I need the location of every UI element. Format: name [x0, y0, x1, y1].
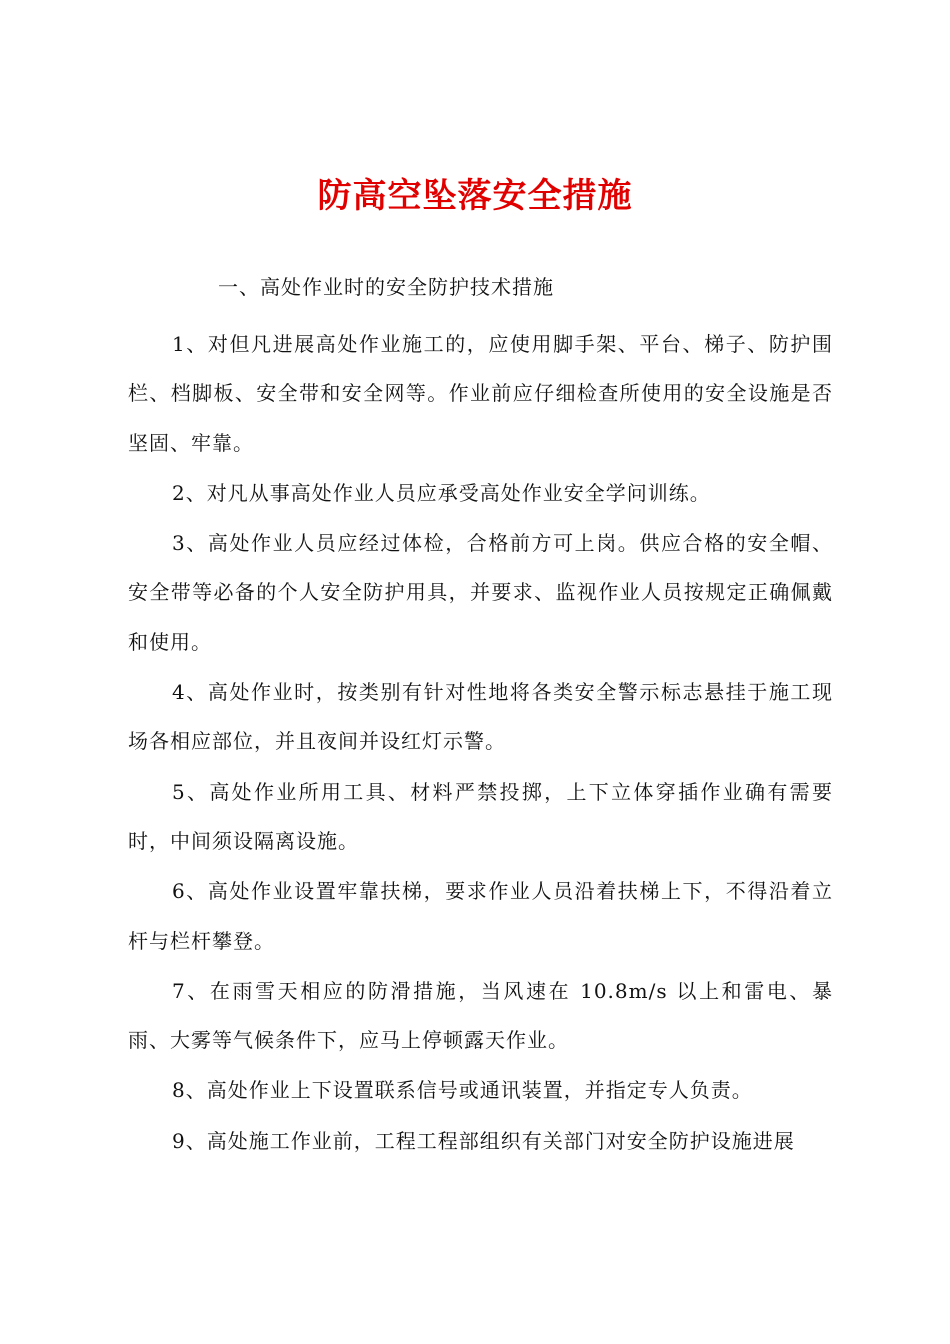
paragraph-3: 3、高处作业人员应经过体检，合格前方可上岗。供应合格的安全帽、安全带等必备的个人安全防护用具，并要求、监视作业人员按规定正确佩戴和使用。: [128, 531, 833, 654]
paragraph-5: 5、高处作业所用工具、材料严禁投掷，上下立体穿插作业确有需要时，中间须设隔离设施。: [128, 779, 833, 853]
paragraph-9: 9、高处施工作业前，工程工程部组织有关部门对安全防护设施进展: [172, 1128, 795, 1153]
document-title: 防高空坠落安全措施: [317, 176, 633, 216]
paragraph-4: 4、高处作业时，按类别有针对性地将各类安全警示标志悬挂于施工现场各相应部位，并且夜间并设红灯示警。: [128, 680, 833, 754]
body-text: [128, 320, 833, 1167]
paragraph-6: 6、高处作业设置牢靠扶梯，要求作业人员沿着扶梯上下，不得沿着立杆与栏杆攀登。: [128, 879, 833, 953]
section-heading: 一、高处作业时的安全防护技术措施: [218, 275, 554, 299]
paragraph-2: 2、对凡从事高处作业人员应承受高处作业安全学问训练。: [172, 480, 711, 505]
paragraph-8: 8、高处作业上下设置联系信号或通讯装置，并指定专人负责。: [172, 1078, 753, 1103]
paragraph-7: 7、在雨雪天相应的防滑措施，当风速在 10.8m/s 以上和雷电、暴雨、大雾等气候条件下，应马上停顿露天作业。: [128, 978, 833, 1053]
paragraph-1: 1、对但凡进展高处作业施工的，应使用脚手架、平台、梯子、防护围栏、档脚板、安全带和安全网等。作业前应仔细检查所使用的安全设施是否坚固、牢靠。: [128, 332, 833, 455]
